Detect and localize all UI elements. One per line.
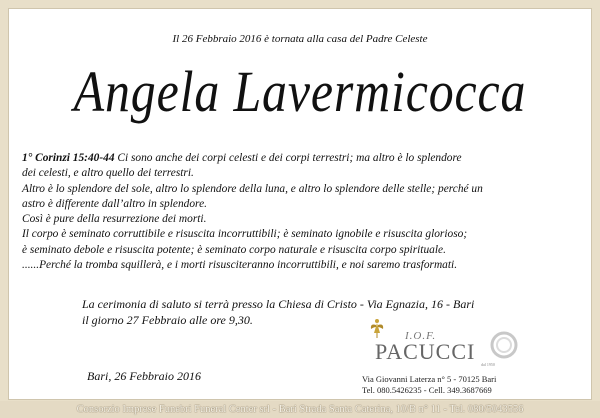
seal-icon bbox=[490, 331, 518, 359]
verse-line-7: è seminato debole e risuscita potente; è seminato corpo naturale e risuscita corpo spirituale. bbox=[22, 243, 446, 256]
verse-line-3: Altro è lo splendore del sole, altro lo splendore della luna, e altro lo splendore delle stelle; perché un bbox=[22, 182, 483, 195]
announcement-line: Il 26 Febbraio 2016 è tornata alla casa del Padre Celeste bbox=[172, 33, 428, 45]
ceremony-time: il giorno 27 Febbraio alle ore 9,30. bbox=[82, 313, 253, 327]
funeral-home-phones: Tel. 080.5426235 - Cell. 349.3687669 bbox=[362, 385, 492, 395]
verse-reference: 1° Corinzi 15:40-44 bbox=[22, 152, 115, 164]
angel-emblem-icon bbox=[368, 317, 386, 339]
footer-banner: Consorzio Imprese Funebri Funeral Center srl - Bari Strada Santa Caterina, 10/B n° 11 - Tel. 080/5043556 bbox=[0, 401, 600, 418]
place-date: Bari, 26 Febbraio 2016 bbox=[87, 369, 201, 383]
verse-line-4: astro è differente dall’altro in splendore. bbox=[22, 197, 207, 210]
verse-line-2: dei celesti, e altro quello dei terrestri. bbox=[22, 167, 194, 180]
logo-since: dal 1950 bbox=[481, 362, 495, 367]
deceased-name: Angela Lavermicocca bbox=[73, 59, 527, 124]
verse-line-1: 1° Corinzi 15:40-44 Ci sono anche dei corpi celesti e dei corpi terrestri; ma altro è lo splendore bbox=[22, 152, 462, 164]
funeral-home-address: Via Giovanni Laterza n° 5 - 70125 Bari bbox=[362, 374, 497, 384]
verse-line-5: Così è pure della resurrezione dei morti. bbox=[22, 213, 207, 226]
bible-verse bbox=[22, 151, 587, 273]
logo-name: PACUCCI bbox=[375, 339, 476, 364]
funeral-home-contact bbox=[362, 374, 542, 396]
verse-line-6: Il corpo è seminato corruttibile e risuscita incorruttibili; è seminato ignobile e risuscita glorioso; bbox=[22, 228, 468, 241]
ceremony-location: La cerimonia di saluto si terrà presso la Chiesa di Cristo - Via Egnazia, 16 - Bari bbox=[82, 297, 475, 311]
verse-line-8: ......Perché la tromba squillerà, e i morti risusciteranno incorruttibili, e noi saremo trasformati. bbox=[22, 259, 458, 272]
logo-prefix: I.O.F. bbox=[405, 330, 437, 342]
